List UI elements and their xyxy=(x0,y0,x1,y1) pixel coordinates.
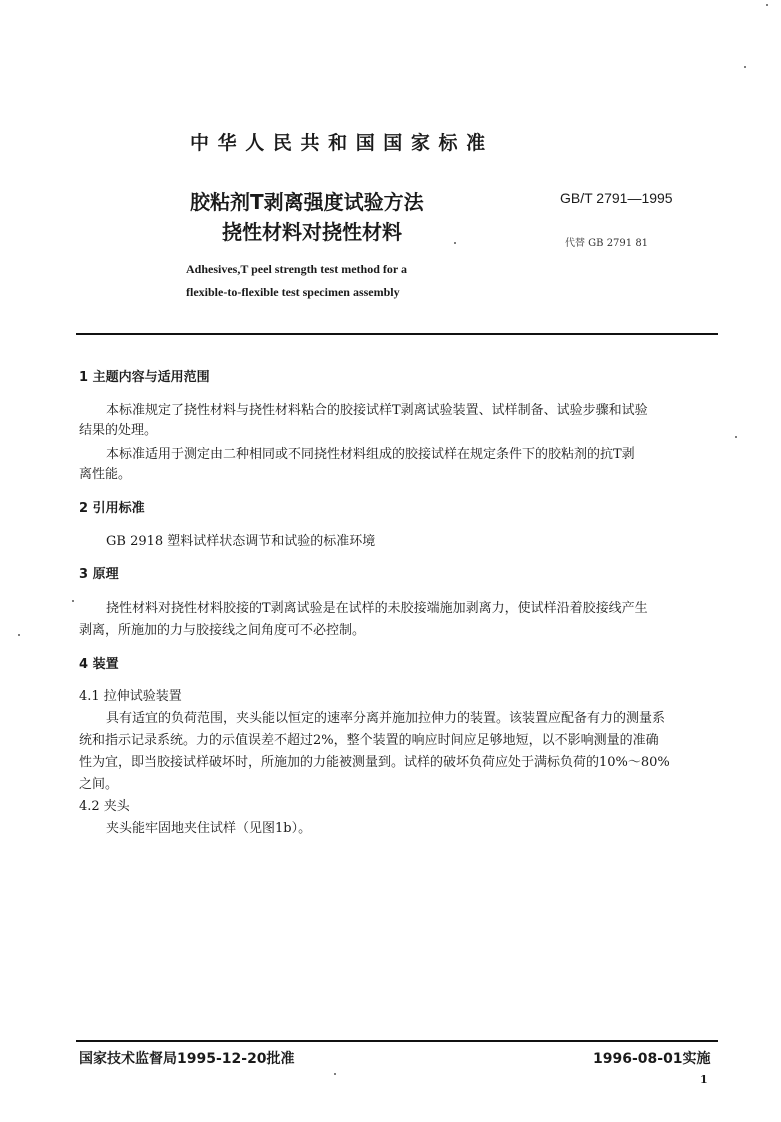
scan-speck xyxy=(334,1073,336,1075)
page-number: 1 xyxy=(700,1073,708,1086)
section-3-line1: 挠性材料对挠性材料胶接的T剥离试验是在试样的未胶接端施加剥离力，使试样沿着胶接线产生 xyxy=(106,601,648,616)
scan-speck xyxy=(18,634,20,636)
document-title-cn-line1: 胶粘剂T剥离强度试验方法 xyxy=(190,190,424,214)
section-4-heading: 4 装置 xyxy=(79,657,119,672)
approval-date: 国家技术监督局1995-12-20批准 xyxy=(79,1051,295,1067)
section-4-1-line3: 性为宜，即当胶接试样破坏时，所施加的力能被测量到。试样的破坏负荷应处于满标负荷的10%～80% xyxy=(79,755,670,770)
section-1-p1-line1: 本标准规定了挠性材料与挠性材料粘合的胶接试样T剥离试验装置、试样制备、试验步骤和试验 xyxy=(106,403,648,418)
section-4-2-heading: 4.2 夹头 xyxy=(79,799,130,814)
section-2-reference: GB 2918 塑料试样状态调节和试验的标准环境 xyxy=(106,534,376,549)
section-4-1-line1: 具有适宜的负荷范围，夹头能以恒定的速率分离并施加拉伸力的装置。该装置应配备有力的测量系 xyxy=(106,711,666,726)
section-1-p2-line2: 离性能。 xyxy=(79,467,132,482)
scan-speck xyxy=(744,66,746,68)
replaces-note: 代替 GB 2791 81 xyxy=(565,238,649,249)
document-title-cn-line2: 挠性材料对挠性材料 xyxy=(222,220,402,244)
effective-date: 1996-08-01实施 xyxy=(593,1051,711,1067)
section-3-line2: 剥离，所施加的力与胶接线之间角度可不必控制。 xyxy=(79,623,366,638)
section-4-1-line2: 统和指示记录系统。力的示值误差不超过2%，整个装置的响应时间应足够地短，以不影响测量的准确 xyxy=(79,733,659,748)
section-4-1-line4: 之间。 xyxy=(79,777,119,792)
standard-number: GB/T 2791—1995 xyxy=(560,190,673,206)
section-4-2-line1: 夹头能牢固地夹住试样（见图1b）。 xyxy=(106,821,312,836)
scan-speck xyxy=(72,600,74,602)
scan-speck xyxy=(735,436,737,438)
document-title-en-line1: Adhesives,T peel strength test method for a xyxy=(186,262,407,276)
section-1-heading: 1 主题内容与适用范围 xyxy=(79,370,210,385)
footer-divider xyxy=(76,1040,718,1042)
section-3-heading: 3 原理 xyxy=(79,567,119,582)
section-1-p2-line1: 本标准适用于测定由二种相同或不同挠性材料组成的胶接试样在规定条件下的胶粘剂的抗T剥 xyxy=(106,447,635,462)
document-title-en-line2: flexible-to-flexible test specimen assembly xyxy=(186,285,400,299)
section-1-p1-line2: 结果的处理。 xyxy=(79,423,158,438)
section-2-heading: 2 引用标准 xyxy=(79,501,145,516)
scan-speck xyxy=(766,4,768,6)
scan-speck xyxy=(454,242,456,244)
national-standard-label: 中 华 人 民 共 和 国 国 家 标 准 xyxy=(190,132,487,154)
header-divider xyxy=(76,333,718,335)
section-4-1-heading: 4.1 拉伸试验装置 xyxy=(79,689,182,704)
